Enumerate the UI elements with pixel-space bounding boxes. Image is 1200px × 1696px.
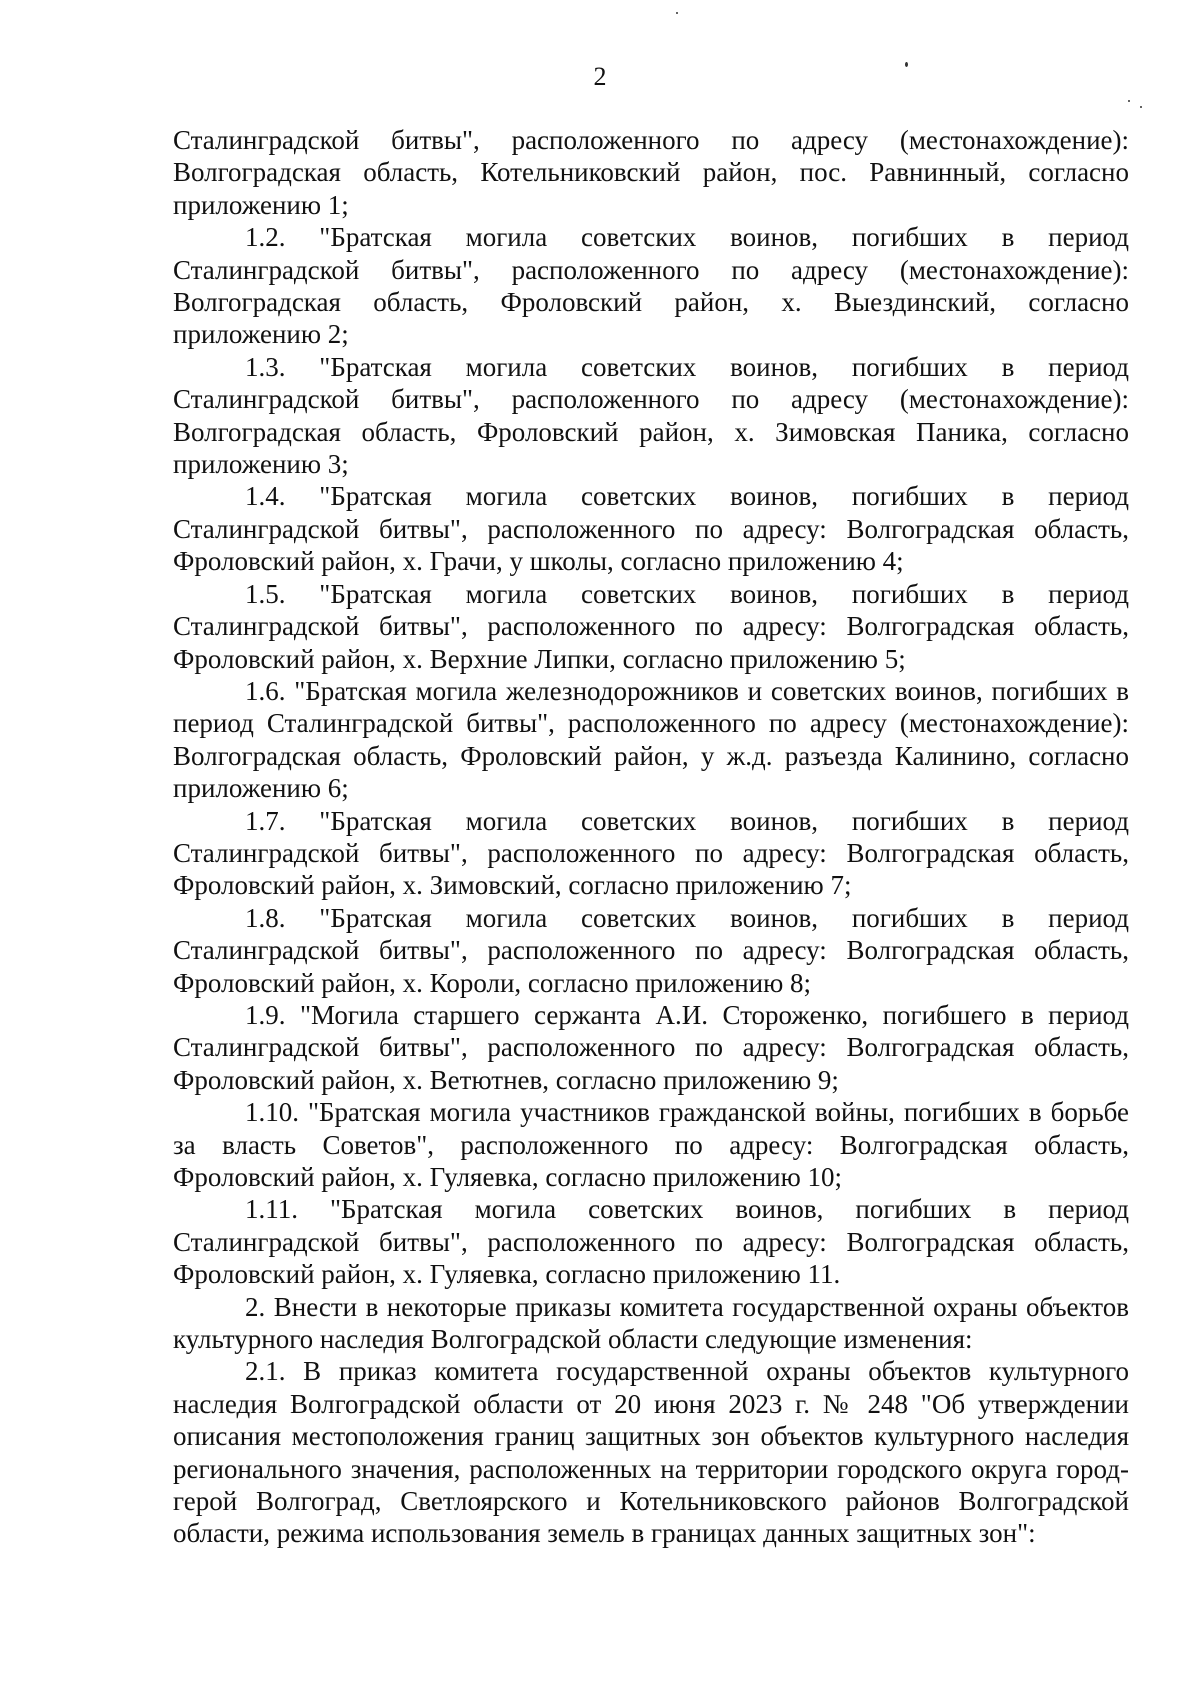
paragraph-continuation: Сталинградской битвы", расположенного по адресу (местонахождение): Волгоградская область, Котельниковский район, пос. Равнинный, согласно приложению 1;	[173, 125, 1129, 220]
paragraph-1-3: 1.3. "Братская могила советских воинов, погибших в период Сталинградской битвы", расположенного по адресу (местонахождение): Волгоградская область, Фроловский район, х. Зимовская Паника, согласно приложению 3;	[173, 351, 1129, 480]
paragraph-1-2: 1.2. "Братская могила советских воинов, погибших в период Сталинградской битвы", расположенного по адресу (местонахождение): Волгоградская область, Фроловский район, х. Выездинский, согласно приложению 2;	[173, 222, 1129, 350]
document-body	[173, 124, 1129, 1550]
paragraph-2: 2. Внести в некоторые приказы комитета государственной охраны объектов культурного наследия Волгоградской области следующие изменения:	[173, 1291, 1129, 1355]
paragraph-1-6: 1.6. "Братская могила железнодорожников и советских воинов, погибших в период Сталинградской битвы", расположенного по адресу (местонахождение): Волгоградская область, Фроловский район, у ж.д. разъезда Калинино, согласно приложению 6;	[173, 675, 1129, 804]
paragraph-1-11: 1.11. "Братская могила советских воинов, погибших в период Сталинградской битвы", расположенного по адресу: Волгоградская область, Фроловский район, х. Гуляевка, согласно приложению 11.	[173, 1194, 1129, 1290]
scan-speck	[905, 62, 908, 67]
scan-speck	[1140, 106, 1142, 108]
paragraph-1-8: 1.8. "Братская могила советских воинов, погибших в период Сталинградской битвы", расположенного по адресу: Волгоградская область, Фроловский район, х. Короли, согласно приложению 8;	[173, 902, 1129, 998]
paragraph-2-1: 2.1. В приказ комитета государственной охраны объектов культурного наследия Волгоградской области от 20 июня 2023 г. № 248 "Об утверждении описания местоположения границ защитных зон объектов культурного наследия регионального значения, расположенных на территории городского округа город-герой Волгоград, Светлоярского и Котельниковского районов Волгоградской области, режима использования земель в границах данных защитных зон":	[173, 1356, 1129, 1549]
paragraph-1-7: 1.7. "Братская могила советских воинов, погибших в период Сталинградской битвы", расположенного по адресу: Волгоградская область, Фроловский район, х. Зимовский, согласно приложению 7;	[173, 805, 1129, 901]
scan-speck	[676, 12, 678, 14]
paragraph-1-9: 1.9. "Могила старшего сержанта А.И. Стороженко, погибшего в период Сталинградской битвы", расположенного по адресу: Волгоградская область, Фроловский район, х. Ветютнев, согласно приложению 9;	[173, 999, 1129, 1095]
scan-speck	[1128, 100, 1130, 102]
paragraph-1-5: 1.5. "Братская могила советских воинов, погибших в период Сталинградской битвы", расположенного по адресу: Волгоградская область, Фроловский район, х. Верхние Липки, согласно приложению 5;	[173, 578, 1129, 674]
page-number: 2	[593, 62, 607, 91]
paragraph-1-4: 1.4. "Братская могила советских воинов, погибших в период Сталинградской битвы", расположенного по адресу: Волгоградская область, Фроловский район, х. Грачи, у школы, согласно приложению 4;	[173, 481, 1129, 577]
paragraph-1-10: 1.10. "Братская могила участников гражданской войны, погибших в борьбе за власть Советов", расположенного по адресу: Волгоградская область, Фроловский район, х. Гуляевка, согласно приложению 10;	[173, 1097, 1129, 1192]
